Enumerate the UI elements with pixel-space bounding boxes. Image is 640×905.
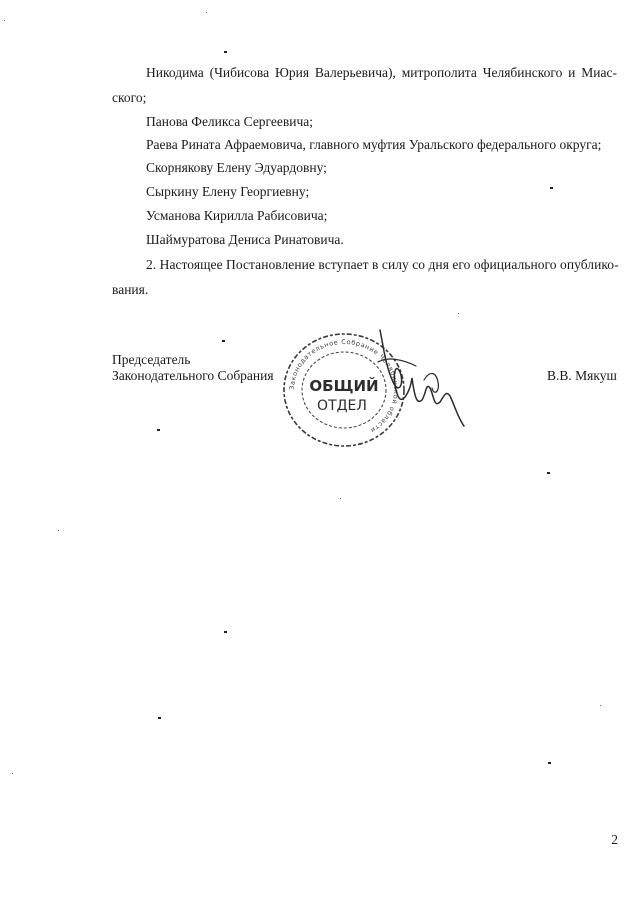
scan-speck (58, 530, 59, 531)
handwritten-signature (364, 322, 476, 430)
word: Юрия (274, 65, 310, 80)
scan-speck (340, 498, 341, 499)
stamp-line1: ОБЩИЙ (309, 377, 379, 395)
word: Челябинского (482, 65, 563, 80)
scan-speck (548, 762, 551, 764)
scan-speck (550, 187, 553, 189)
scan-speck (4, 20, 5, 21)
scan-speck (547, 472, 550, 474)
scan-speck (224, 631, 227, 633)
signer-title-line2: Законодательного Собрания (112, 368, 274, 383)
list-item-panov: Панова Феликса Сергеевича; (146, 114, 314, 129)
list-item-nikodim-line2: ского; (112, 90, 147, 105)
signer-title-line1: Председатель (112, 352, 191, 367)
stamp-line2: ОТДЕЛ (317, 398, 367, 414)
word: (Чибисова (209, 65, 270, 80)
scan-speck (458, 313, 459, 314)
scan-speck (224, 51, 227, 53)
word: митрополита (401, 65, 477, 80)
page-number: 2 (611, 832, 618, 847)
scan-speck (158, 717, 161, 719)
word: Миас- (581, 65, 617, 80)
stamp-ring-text: Законодательное Собрание Челябинской области (287, 337, 401, 435)
scan-speck (600, 705, 601, 706)
signer-name: В.В. Мякуш (547, 368, 617, 383)
scan-speck (157, 429, 160, 431)
list-item-syrkina: Сыркину Елену Георгиевну; (146, 184, 310, 199)
word: Валерьевича), (314, 65, 396, 80)
list-item-nikodim-line1 (146, 65, 617, 81)
scan-speck (12, 773, 13, 774)
scan-speck (222, 340, 225, 342)
word: и (568, 65, 576, 80)
clause-2-line1: 2. Настоящее Постановление вступает в силу со дня его официального опублико- (146, 257, 619, 272)
list-item-skornyakova: Скорнякову Елену Эдуардовну; (146, 160, 327, 175)
list-item-raev: Раева Рината Афраемовича, главного муфтия Уральского федерального округа; (146, 137, 602, 152)
list-item-usmanov: Усманова Кирилла Рабисовича; (146, 208, 328, 223)
word: Никодима (146, 65, 204, 80)
list-item-shaimuratov: Шаймуратова Дениса Ринатовича. (146, 232, 344, 247)
scan-speck (206, 12, 207, 13)
clause-2-line2: вания. (112, 282, 149, 297)
